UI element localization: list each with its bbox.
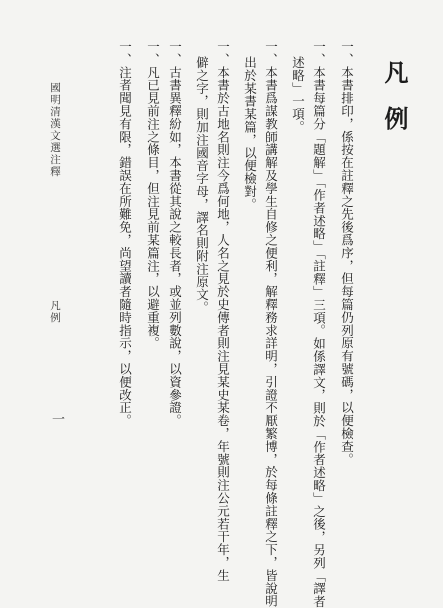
entry-3-line-2: 出於某書某篇，以便檢對。: [242, 56, 258, 211]
page-number: 一: [49, 412, 64, 425]
entry-4-line-1: 一、本書於古地名則注今爲何地，人名之見於史傳者則注見某史某卷，年號則注公元若干年，生: [215, 40, 231, 582]
entry-1: 一、本書排印，係按在註釋之先後爲序，但每篇仍列原有號碼，以便檢查。: [339, 40, 355, 466]
entry-7: 一、注者聞見有限，錯誤在所難免，尚望讀者隨時指示，以便改正。: [117, 40, 133, 427]
entry-4-line-2: 僻之字，則加注國音字母，譯名則附注原文。: [194, 56, 210, 314]
page-title: 凡例: [380, 60, 409, 152]
footer-book-title: 國明清漢文選注釋: [49, 82, 61, 178]
entry-6: 一、凡已見前注之條目，但注見前某篇注，以避重複。: [145, 40, 161, 350]
entry-5: 一、古書異釋紛如，本書從其說之較長者，或並列數說，以資參證。: [167, 40, 183, 427]
footer-section: 凡例: [49, 300, 61, 324]
entry-2-line-1: 一、本書每篇分「題解」「作者述略」「註釋」三項。如係譯文，則於「作者述略」之後，另列「譯者: [311, 40, 327, 608]
entry-3-line-1: 一、本書爲謀教師講解及學生自修之便利，解釋務求詳明，引證不厭繁博，於每條註釋之下，皆說明: [263, 40, 279, 608]
entry-2-line-2: 述略」一項。: [290, 56, 306, 134]
